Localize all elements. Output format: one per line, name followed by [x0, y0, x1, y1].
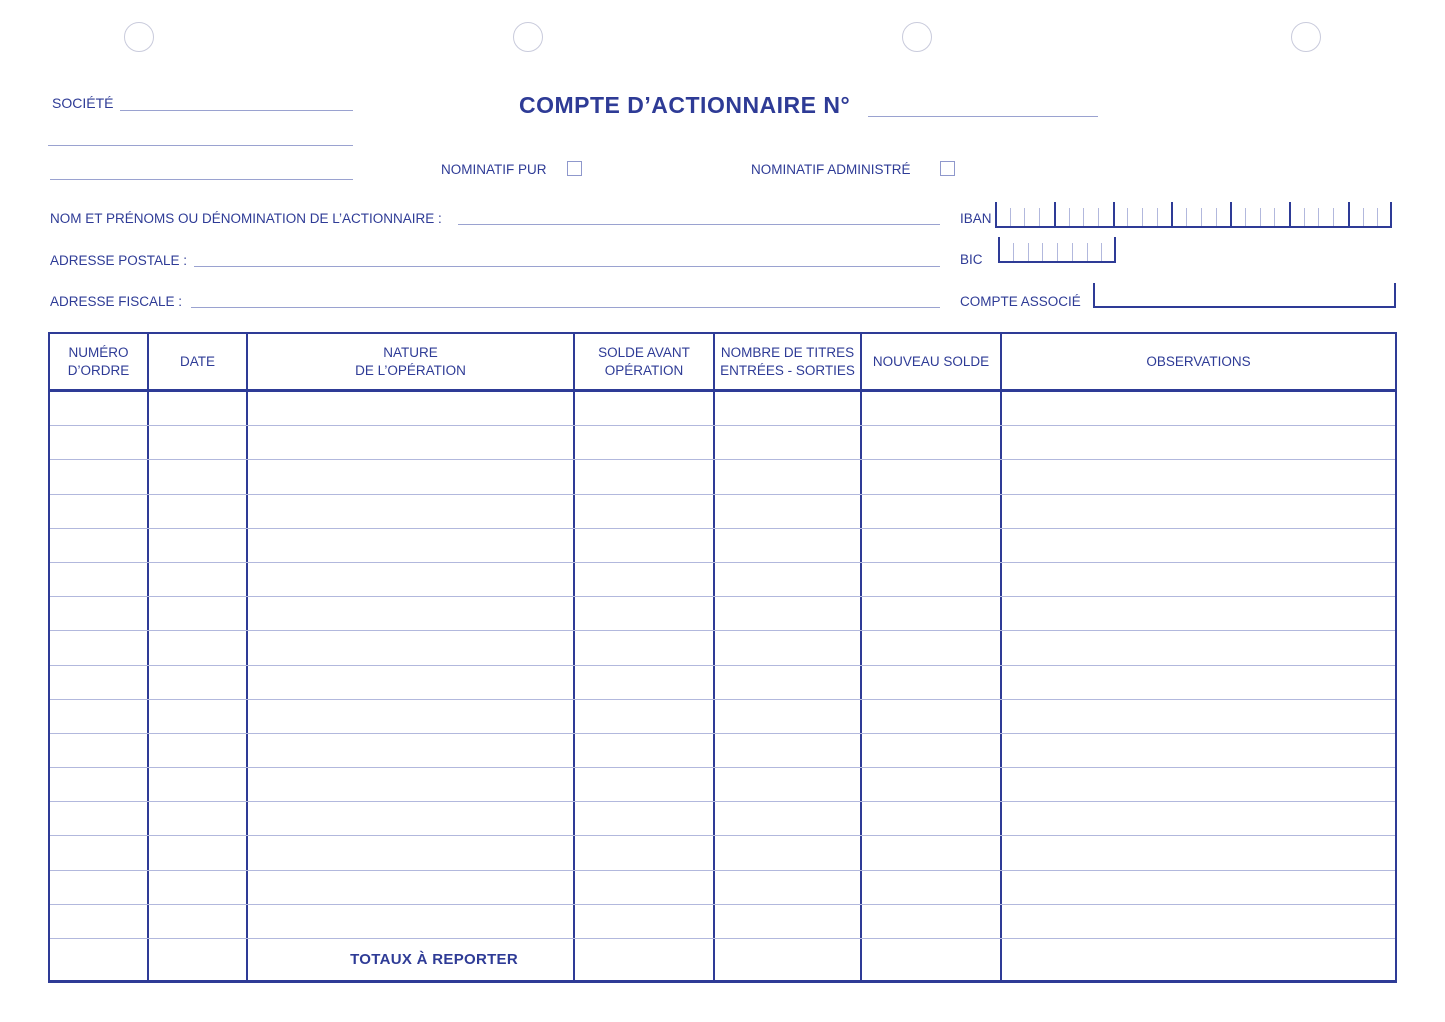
table-cell[interactable] — [862, 597, 1002, 630]
table-cell[interactable] — [575, 871, 715, 904]
table-cell[interactable] — [715, 802, 862, 835]
table-row — [50, 460, 1395, 494]
table-cell[interactable] — [862, 666, 1002, 699]
table-cell[interactable] — [1002, 666, 1395, 699]
iban-comb-tick — [1142, 208, 1143, 226]
table-cell[interactable] — [1002, 529, 1395, 562]
table-cell[interactable] — [1002, 802, 1395, 835]
table-cell[interactable] — [715, 563, 862, 596]
table-cell[interactable] — [149, 700, 248, 733]
table-cell[interactable] — [1002, 426, 1395, 459]
bic-comb-tick — [1101, 243, 1102, 261]
column-header-line: NOUVEAU SOLDE — [872, 353, 990, 369]
column-header-line: D’ORDRE — [67, 362, 130, 378]
table-cell[interactable] — [715, 666, 862, 699]
iban-comb-tick — [1245, 208, 1246, 226]
compte-associe-field[interactable] — [1093, 283, 1396, 308]
column-header-6 — [862, 334, 1002, 389]
table-row — [50, 563, 1395, 597]
table-cell[interactable] — [715, 768, 862, 801]
iban-comb-tick — [1304, 208, 1305, 226]
table-cell[interactable] — [575, 802, 715, 835]
table-cell[interactable] — [862, 495, 1002, 528]
column-header-1 — [50, 334, 149, 389]
table-cell[interactable] — [149, 768, 248, 801]
table-cell[interactable] — [248, 529, 575, 562]
table-cell[interactable] — [575, 666, 715, 699]
bic-field[interactable] — [998, 237, 1116, 263]
societe-input-line-2[interactable] — [48, 132, 353, 146]
table-cell[interactable] — [1002, 939, 1395, 980]
table-cell[interactable] — [715, 939, 862, 980]
table-cell[interactable] — [715, 734, 862, 767]
column-header-line: NOMBRE DE TITRES — [720, 344, 855, 360]
table-cell[interactable] — [50, 529, 149, 562]
table-cell[interactable] — [50, 768, 149, 801]
column-header-3 — [248, 334, 575, 389]
iban-field[interactable] — [995, 202, 1392, 228]
table-cell[interactable] — [248, 768, 575, 801]
bic-comb-tick — [1072, 243, 1073, 261]
table-cell[interactable] — [1002, 460, 1395, 493]
table-cell[interactable] — [862, 734, 1002, 767]
table-cell[interactable] — [50, 802, 149, 835]
nominatif-administre-checkbox[interactable] — [940, 161, 955, 176]
table-row — [50, 768, 1395, 802]
iban-comb-tick — [1171, 202, 1173, 226]
table-cell[interactable] — [50, 426, 149, 459]
table-row — [50, 905, 1395, 939]
table-cell[interactable] — [149, 631, 248, 664]
table-cell[interactable] — [575, 905, 715, 938]
table-cell[interactable] — [50, 460, 149, 493]
iban-comb-tick — [1157, 208, 1158, 226]
table-cell[interactable] — [248, 392, 575, 425]
table-row — [50, 631, 1395, 665]
table-cell[interactable] — [575, 392, 715, 425]
table-cell[interactable] — [1002, 871, 1395, 904]
table-cell[interactable] — [862, 768, 1002, 801]
table-cell[interactable] — [1002, 836, 1395, 869]
table-cell[interactable] — [715, 871, 862, 904]
table-cell[interactable] — [149, 871, 248, 904]
table-cell[interactable] — [1002, 495, 1395, 528]
table-cell[interactable] — [575, 768, 715, 801]
table-cell[interactable] — [715, 700, 862, 733]
iban-comb-tick — [1377, 208, 1378, 226]
iban-comb-tick — [1274, 208, 1275, 226]
table-row — [50, 802, 1395, 836]
table-cell[interactable] — [715, 597, 862, 630]
column-header-7 — [1002, 334, 1395, 389]
table-cell[interactable] — [149, 563, 248, 596]
table-cell[interactable] — [862, 802, 1002, 835]
ledger-table — [48, 332, 1397, 983]
punch-hole — [902, 22, 932, 52]
table-cell[interactable] — [1002, 597, 1395, 630]
table-cell[interactable] — [575, 563, 715, 596]
iban-comb-tick — [1348, 202, 1350, 226]
iban-comb-tick — [1260, 208, 1261, 226]
table-cell[interactable] — [1002, 734, 1395, 767]
table-cell[interactable] — [50, 836, 149, 869]
punch-hole — [1291, 22, 1321, 52]
column-header-line: SOLDE AVANT — [598, 344, 690, 360]
bic-label: BIC — [960, 252, 983, 267]
table-cell[interactable] — [149, 905, 248, 938]
punch-hole — [124, 22, 154, 52]
table-cell[interactable] — [575, 529, 715, 562]
table-cell[interactable] — [715, 905, 862, 938]
table-row — [50, 871, 1395, 905]
table-cell[interactable] — [50, 905, 149, 938]
table-cell[interactable] — [149, 666, 248, 699]
table-cell[interactable] — [575, 836, 715, 869]
totals-label: TOTAUX À REPORTER — [350, 951, 518, 968]
table-cell[interactable] — [149, 836, 248, 869]
fiscal-address-line[interactable] — [191, 294, 940, 308]
account-number-line[interactable] — [868, 103, 1098, 117]
iban-comb-tick — [1113, 202, 1115, 226]
table-cell[interactable] — [248, 631, 575, 664]
iban-comb-tick — [1289, 202, 1291, 226]
shareholder-name-label: NOM ET PRÉNOMS OU DÉNOMINATION DE L’ACTIONNAIRE : — [50, 211, 442, 226]
table-cell[interactable] — [248, 563, 575, 596]
table-cell[interactable] — [50, 563, 149, 596]
table-cell[interactable] — [248, 460, 575, 493]
table-cell[interactable] — [50, 871, 149, 904]
nominatif-administre-label: NOMINATIF ADMINISTRÉ — [751, 162, 911, 177]
shareholder-name-line[interactable] — [458, 211, 940, 225]
column-header-4 — [575, 334, 715, 389]
table-cell[interactable] — [575, 631, 715, 664]
iban-comb-tick — [1083, 208, 1084, 226]
bic-comb-tick — [1028, 243, 1029, 261]
totals-label-cell — [248, 939, 575, 980]
table-row — [50, 700, 1395, 734]
societe-input-line[interactable] — [120, 97, 353, 111]
table-cell[interactable] — [862, 871, 1002, 904]
table-row — [50, 666, 1395, 700]
table-row — [50, 392, 1395, 426]
table-cell[interactable] — [575, 700, 715, 733]
table-cell[interactable] — [715, 426, 862, 459]
table-cell[interactable] — [248, 426, 575, 459]
bic-comb-tick — [1013, 243, 1014, 261]
table-cell[interactable] — [715, 460, 862, 493]
iban-label: IBAN — [960, 211, 992, 226]
table-cell[interactable] — [1002, 768, 1395, 801]
table-cell[interactable] — [50, 392, 149, 425]
table-row — [50, 495, 1395, 529]
bic-comb-tick — [1057, 243, 1058, 261]
table-cell[interactable] — [862, 392, 1002, 425]
table-cell[interactable] — [1002, 631, 1395, 664]
table-cell[interactable] — [149, 802, 248, 835]
punch-hole — [513, 22, 543, 52]
table-row — [50, 597, 1395, 631]
table-cell[interactable] — [149, 529, 248, 562]
column-header-5 — [715, 334, 862, 389]
societe-input-line-3[interactable] — [50, 166, 353, 180]
table-cell[interactable] — [1002, 700, 1395, 733]
table-cell[interactable] — [248, 597, 575, 630]
iban-comb-tick — [1098, 208, 1099, 226]
iban-comb-tick — [1054, 202, 1056, 226]
iban-comb-tick — [1201, 208, 1202, 226]
table-row — [50, 734, 1395, 768]
table-cell[interactable] — [862, 939, 1002, 980]
column-header-line: NUMÉRO — [68, 344, 129, 360]
table-cell[interactable] — [248, 666, 575, 699]
postal-address-label: ADRESSE POSTALE : — [50, 253, 188, 268]
iban-comb-tick — [1039, 208, 1040, 226]
table-cell[interactable] — [575, 426, 715, 459]
iban-comb-tick — [995, 202, 997, 226]
table-cell[interactable] — [50, 939, 149, 980]
table-cell[interactable] — [149, 460, 248, 493]
table-cell[interactable] — [715, 495, 862, 528]
iban-comb-tick — [1024, 208, 1025, 226]
table-cell[interactable] — [575, 939, 715, 980]
table-row — [50, 529, 1395, 563]
table-cell[interactable] — [862, 700, 1002, 733]
iban-comb-tick — [1230, 202, 1232, 226]
column-header-line: OBSERVATIONS — [1146, 353, 1251, 369]
table-cell[interactable] — [149, 426, 248, 459]
societe-label: SOCIÉTÉ — [52, 95, 114, 111]
table-cell[interactable] — [862, 460, 1002, 493]
table-cell[interactable] — [149, 939, 248, 980]
table-header-row — [50, 334, 1395, 392]
table-cell[interactable] — [248, 700, 575, 733]
table-cell[interactable] — [575, 734, 715, 767]
table-cell[interactable] — [248, 734, 575, 767]
bic-comb-tick — [1087, 243, 1088, 261]
column-header-line: ENTRÉES - SORTIES — [720, 362, 855, 378]
page-title: COMPTE D’ACTIONNAIRE N° — [519, 92, 851, 118]
table-cell[interactable] — [149, 495, 248, 528]
postal-address-line[interactable] — [194, 253, 940, 267]
bic-comb-tick — [1042, 243, 1043, 261]
iban-comb-tick — [1363, 208, 1364, 226]
iban-comb-tick — [1390, 202, 1392, 226]
table-row — [50, 426, 1395, 460]
table-cell[interactable] — [149, 392, 248, 425]
iban-comb-tick — [1127, 208, 1128, 226]
table-cell[interactable] — [248, 495, 575, 528]
table-cell[interactable] — [149, 597, 248, 630]
column-header-line: DATE — [179, 353, 215, 369]
table-cell[interactable] — [575, 460, 715, 493]
iban-comb-tick — [1333, 208, 1334, 226]
table-cell[interactable] — [149, 734, 248, 767]
table-cell[interactable] — [575, 495, 715, 528]
column-header-line: DE L’OPÉRATION — [355, 362, 466, 378]
bic-comb-tick — [1114, 237, 1116, 261]
iban-comb-tick — [1318, 208, 1319, 226]
column-header-line: OPÉRATION — [604, 362, 684, 378]
table-cell[interactable] — [50, 631, 149, 664]
nominatif-pur-label: NOMINATIF PUR — [441, 162, 547, 177]
table-cell[interactable] — [50, 495, 149, 528]
table-cell[interactable] — [248, 802, 575, 835]
table-cell[interactable] — [248, 836, 575, 869]
table-cell[interactable] — [862, 529, 1002, 562]
nominatif-pur-checkbox[interactable] — [567, 161, 582, 176]
column-header-line: NATURE — [383, 344, 438, 360]
compte-associe-label: COMPTE ASSOCIÉ — [960, 294, 1081, 309]
table-cell[interactable] — [1002, 905, 1395, 938]
table-cell[interactable] — [862, 563, 1002, 596]
table-cell[interactable] — [862, 836, 1002, 869]
table-cell[interactable] — [862, 631, 1002, 664]
table-cell[interactable] — [575, 597, 715, 630]
table-cell[interactable] — [1002, 563, 1395, 596]
table-cell[interactable] — [862, 426, 1002, 459]
table-row — [50, 836, 1395, 870]
table-cell[interactable] — [50, 700, 149, 733]
iban-comb-tick — [1216, 208, 1217, 226]
table-cell[interactable] — [715, 529, 862, 562]
fiscal-address-label: ADRESSE FISCALE : — [50, 294, 183, 309]
iban-comb-tick — [1069, 208, 1070, 226]
table-cell[interactable] — [248, 871, 575, 904]
table-cell[interactable] — [715, 836, 862, 869]
table-cell[interactable] — [862, 905, 1002, 938]
iban-comb-tick — [1186, 208, 1187, 226]
table-cell[interactable] — [715, 392, 862, 425]
iban-comb-tick — [1010, 208, 1011, 226]
column-header-2 — [149, 334, 248, 389]
table-cell[interactable] — [1002, 392, 1395, 425]
table-cell[interactable] — [248, 905, 575, 938]
table-cell[interactable] — [50, 666, 149, 699]
bic-comb-tick — [998, 237, 1000, 261]
table-cell[interactable] — [50, 734, 149, 767]
table-cell[interactable] — [50, 597, 149, 630]
totals-row — [50, 939, 1395, 980]
table-cell[interactable] — [715, 631, 862, 664]
